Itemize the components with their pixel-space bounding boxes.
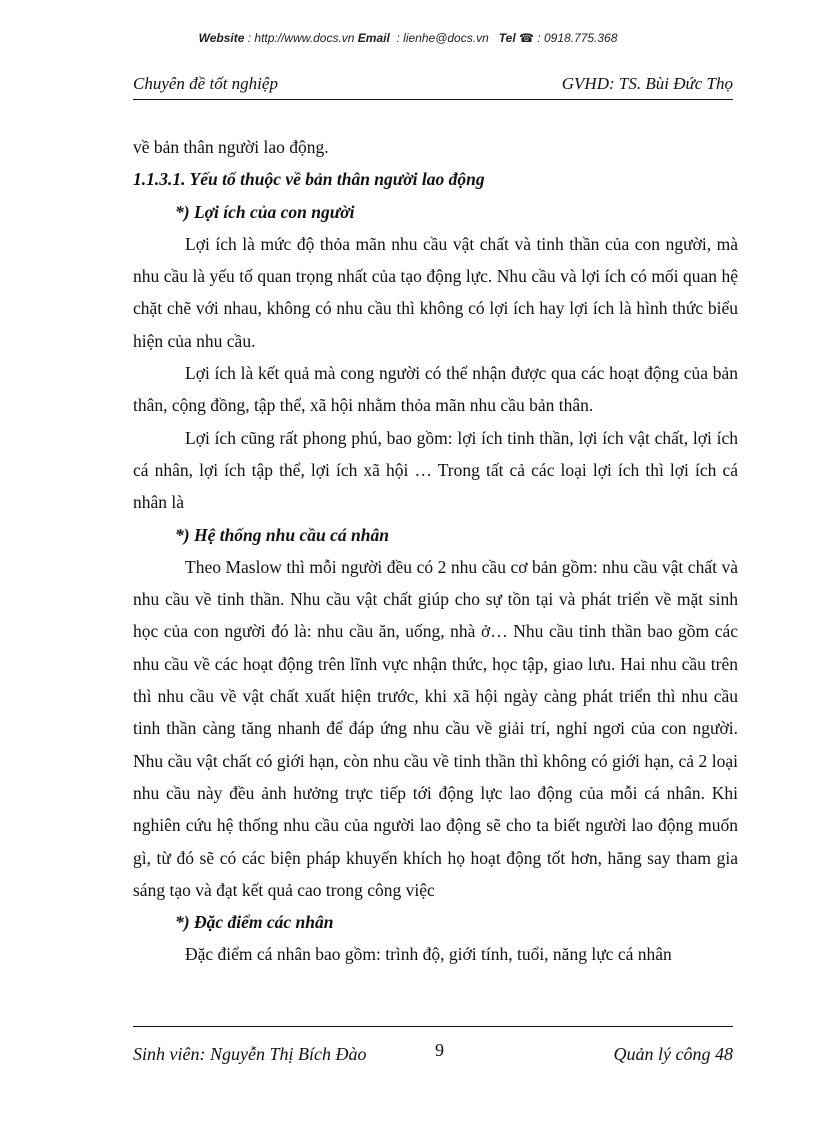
website-bar (0, 31, 816, 45)
footer-class: Quản lý công 48 (613, 1044, 733, 1064)
tel-label: Tel (498, 31, 516, 45)
paragraph-continuation: về bản thân người lao động. (133, 137, 329, 157)
website-separator: : (244, 31, 255, 45)
page-footer (133, 1040, 733, 1068)
email-separator: : (393, 31, 404, 45)
paragraph-characteristics: Đặc điểm cá nhân bao gồm: trình độ, giới tính, tuổi, năng lực cá nhân (185, 944, 672, 965)
paragraph-benefits-types: Lợi ích cũng rất phong phú, bao gồm: lợi ích tinh thần, lợi ích vật chất, lợi ích cá nhân, lợi ích tập thể, lợi ích xã hội … Trong tất cả các loại lợi ích thì lợi ích cá nhân là (133, 427, 738, 513)
subheading-needs-system: *) Hệ thống nhu cầu cá nhân (175, 524, 389, 545)
phone-icon: ☎ (519, 31, 534, 45)
subheading-benefits: *) Lợi ích của con người (175, 201, 355, 222)
document-body (133, 131, 738, 971)
tel-separator: : (533, 31, 544, 45)
email-label: Email (357, 31, 390, 45)
email-address: lienhe@docs.vn (403, 31, 489, 45)
website-url: http://www.docs.vn (254, 31, 355, 45)
footer-student: Sinh viên: Nguyễn Thị Bích Đào (133, 1044, 367, 1064)
footer-divider (133, 1026, 733, 1027)
paragraph-benefits-result: Lợi ích là kết quả mà cong người có thể nhận được qua các hoạt động của bản thân, cộng đồng, tập thể, xã hội nhằm thỏa mãn nhu cầu bản thân. (133, 363, 738, 416)
header-advisor: GVHD: TS. Bùi Đức Thọ (561, 74, 733, 93)
page-number: 9 (435, 1040, 444, 1060)
website-label: Website (198, 31, 245, 45)
tel-number: 0918.775.368 (543, 31, 618, 45)
paragraph-maslow: Theo Maslow thì mỗi người đều có 2 nhu cầu cơ bản gồm: nhu cầu vật chất và nhu cầu về tinh thần. Nhu cầu vật chất giúp cho sự tồn tại và phát triển về mặt sinh học của con người đó là: nhu cầu ăn, uống, nhà ở… Nhu cầu tinh thần bao gồm các nhu cầu về các hoạt động trên lĩnh vực nhận thức, học tập, giao lưu. Hai nhu cầu trên thì nhu cầu về vật chất xuất hiện trước, khi xã hội ngày càng phát triển thì nhu cầu tinh thần càng tăng nhanh để đáp ứng nhu cầu về giải trí, nghỉ ngơi của con người. Nhu cầu vật chất có giới hạn, còn nhu cầu về tinh thần thì không có giới hạn, cả 2 loại nhu cầu này đều ảnh hưởng trực tiếp tới động lực lao động của mỗi cá nhân. Khi nghiên cứu hệ thống nhu cầu của người lao động sẽ cho ta biết người lao động muốn gì, từ đó sẽ có các biện pháp khuyến khích họ hoạt động tốt hơn, hăng say tham gia sáng tạo và đạt kết quả cao trong công việc (133, 556, 738, 900)
header-title: Chuyên đề tốt nghiệp (133, 74, 278, 93)
section-heading: 1.1.3.1. Yếu tố thuộc về bản thân người lao động (133, 169, 485, 190)
paragraph-benefits-definition: Lợi ích là mức độ thỏa mãn nhu cầu vật chất và tinh thần của con người, mà nhu cầu là yếu tố quan trọng nhất của tạo động lực. Nhu cầu và lợi ích có mối quan hệ chặt chẽ với nhau, không có nhu cầu thì không có lợi ích hay lợi ích là hình thức biểu hiện của nhu cầu. (133, 233, 738, 351)
header-divider (133, 99, 733, 100)
subheading-characteristics: *) Đặc điểm các nhân (175, 912, 334, 933)
